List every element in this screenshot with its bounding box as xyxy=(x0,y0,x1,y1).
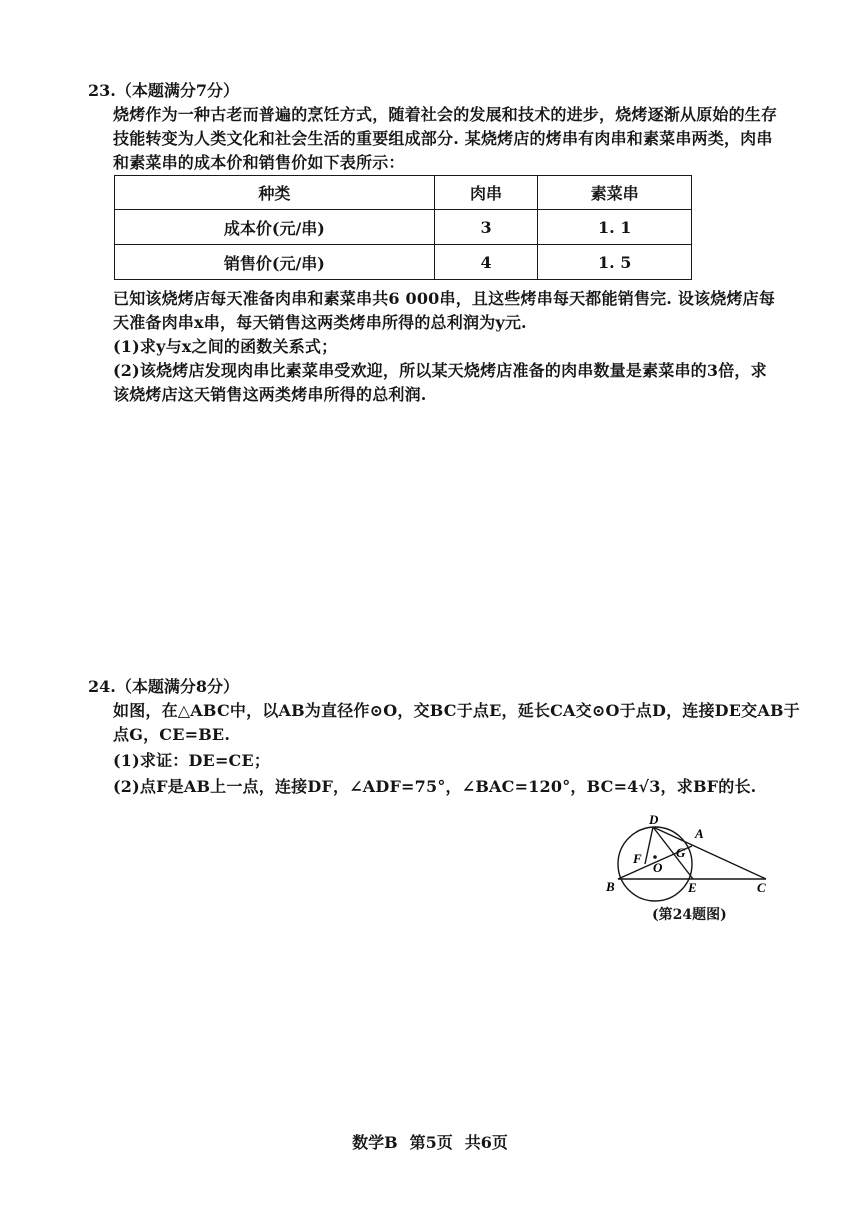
q24-number: 24. xyxy=(88,677,116,696)
label-e: E xyxy=(688,880,697,895)
q23-title xyxy=(88,78,239,101)
q23-subquestion-2-line-1: (2)该烧烤店发现肉串比素菜串受欢迎，所以某天烧烤店准备的肉串数量是素菜串的3倍，求 xyxy=(113,361,767,380)
figure-caption: (第24题图) xyxy=(652,907,727,923)
q23-condition-line-2: 天准备肉串x串，每天销售这两类烤串所得的总利润为y元. xyxy=(113,313,527,332)
page-footer xyxy=(0,1130,860,1153)
q24-intro-line-1: 如图，在△ABC中，以AB为直径作⊙O，交BC于点E，延长CA交⊙O于点D，连接DE交AB于 xyxy=(113,701,800,720)
table-header-cell: 种类 xyxy=(115,176,435,210)
table-cell: 4 xyxy=(434,245,538,280)
table-header-row xyxy=(115,176,692,210)
footer-page: 第5页 xyxy=(409,1133,453,1152)
label-a: A xyxy=(695,826,704,841)
table-cell: 成本价(元/串) xyxy=(115,210,435,245)
label-o: O xyxy=(653,860,663,875)
q23-number: 23. xyxy=(88,81,116,100)
footer-total: 共6页 xyxy=(464,1133,508,1152)
q23-intro-line-3: 和素菜串的成本价和销售价如下表所示： xyxy=(113,153,405,172)
segment-df xyxy=(645,827,653,864)
segment-dc xyxy=(653,827,766,879)
label-b: B xyxy=(606,879,615,894)
q24-subquestion-2: (2)点F是AB上一点，连接DF，∠ADF=75°，∠BAC=120°，BC=4√3，求BF的长. xyxy=(113,777,757,796)
q23-intro-line-2: 技能转变为人类文化和社会生活的重要组成部分. 某烧烤店的烤串有肉串和素菜串两类，肉串 xyxy=(113,129,773,148)
label-c: C xyxy=(757,880,766,895)
table-header-cell: 素菜串 xyxy=(538,176,692,210)
q23-intro-line-1: 烧烤作为一种古老而普遍的烹饪方式，随着社会的发展和技术的进步，烧烤逐渐从原始的生存 xyxy=(113,105,778,124)
label-g: G xyxy=(676,845,686,860)
table-header-cell: 肉串 xyxy=(434,176,538,210)
q23-condition-line-1: 已知该烧烤店每天准备肉串和素菜串共6 000串，且这些烤串每天都能销售完. 设该烧烤店每 xyxy=(113,289,776,308)
q23-subquestion-2-line-2: 该烧烤店这天销售这两类烤串所得的总利润. xyxy=(113,385,427,404)
table-cell: 销售价(元/串) xyxy=(115,245,435,280)
q23-header: （本题满分7分） xyxy=(115,81,239,100)
q24-subquestion-1: (1)求证：DE=CE； xyxy=(113,751,271,770)
table-row xyxy=(115,210,692,245)
price-table xyxy=(114,175,692,280)
table-cell: 3 xyxy=(434,210,538,245)
q24-intro-line-2: 点G，CE=BE. xyxy=(113,725,231,744)
table-cell: 1. 5 xyxy=(538,245,692,280)
q24-title xyxy=(88,674,239,697)
table-cell: 1. 1 xyxy=(538,210,692,245)
label-d: D xyxy=(649,812,659,827)
q24-header: （本题满分8分） xyxy=(115,677,239,696)
q23-subquestion-1: (1)求y与x之间的函数关系式； xyxy=(113,337,338,356)
label-f: F xyxy=(633,851,642,866)
footer-subject: 数学B xyxy=(352,1133,398,1152)
center-dot xyxy=(653,855,657,859)
table-row xyxy=(115,245,692,280)
